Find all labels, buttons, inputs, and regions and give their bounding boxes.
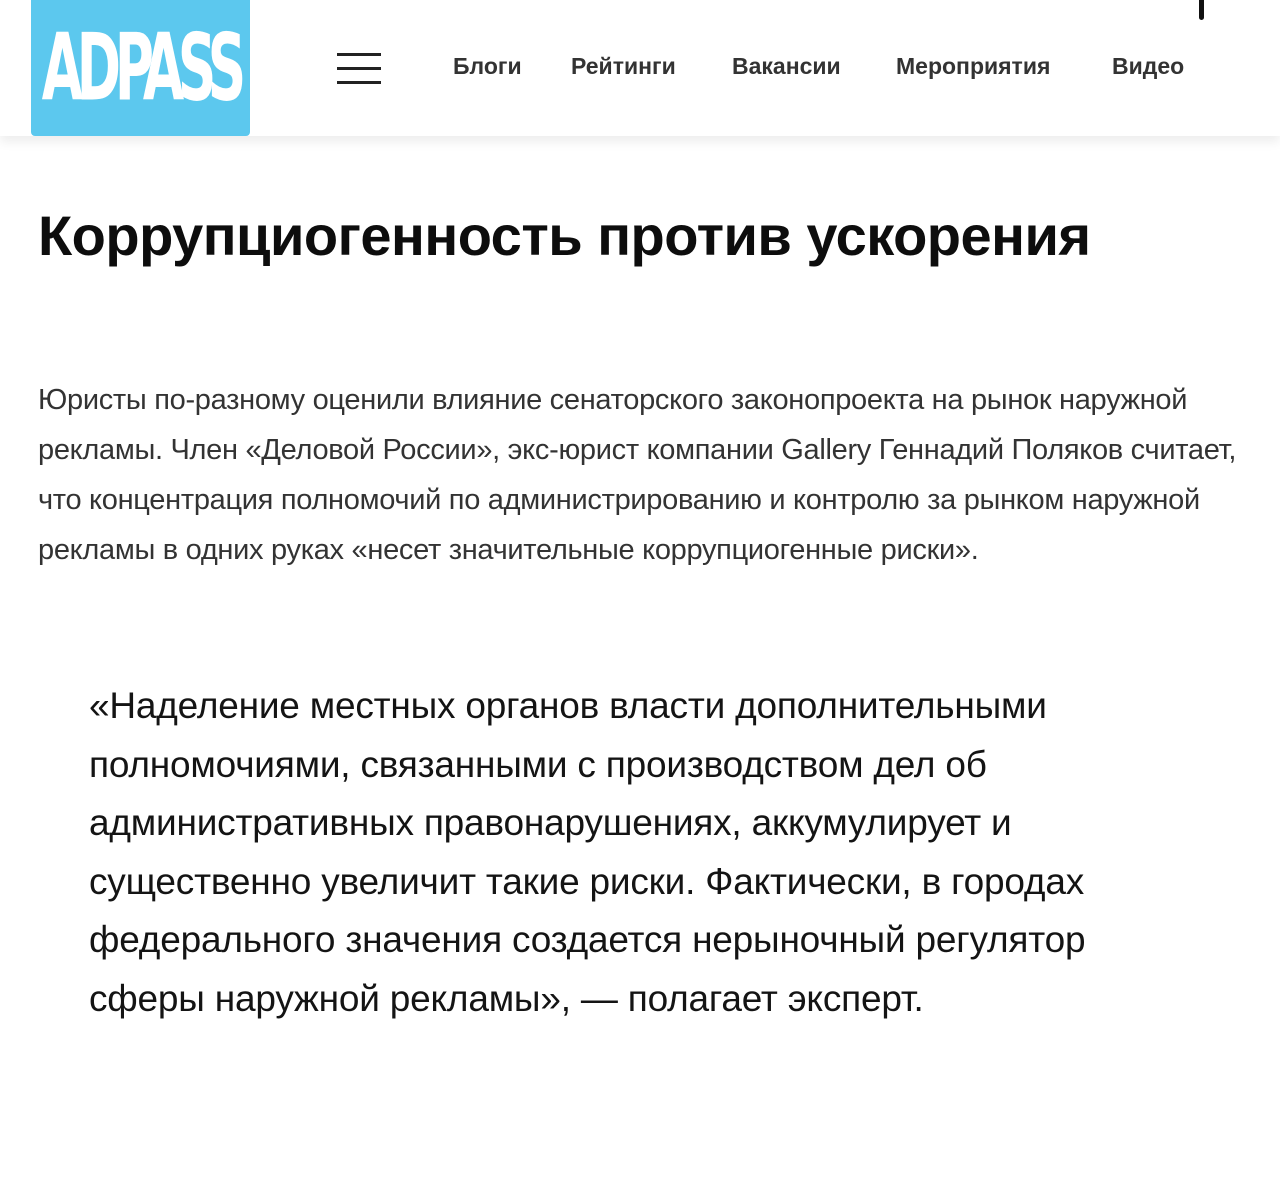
menu-bar bbox=[337, 53, 381, 56]
header-edge-mark bbox=[1199, 0, 1204, 20]
site-logo[interactable] bbox=[31, 0, 250, 136]
nav-item-vacancies[interactable]: Вакансии bbox=[732, 53, 841, 79]
nav-item-ratings[interactable]: Рейтинги bbox=[571, 53, 676, 79]
nav-item-events[interactable]: Мероприятия bbox=[896, 53, 1051, 79]
nav-item-video[interactable]: Видео bbox=[1112, 53, 1185, 79]
article-quote: «Наделение местных органов власти дополнительными полномочиями, связанными с производством дел об административных правонарушениях, аккумулирует и существенно увеличит такие риски. Фактически, в городах федерального значения создается нерыночный регулятор сферы наружной рекламы», — полагает эксперт. bbox=[89, 685, 1086, 1019]
hamburger-menu-icon[interactable] bbox=[337, 52, 383, 86]
article-title: Коррупциогенность против ускорения bbox=[38, 204, 1091, 267]
nav-item-blogs[interactable]: Блоги bbox=[453, 53, 522, 79]
menu-bar bbox=[337, 81, 381, 84]
logo-text: ADPASS bbox=[41, 13, 240, 122]
site-header bbox=[0, 0, 1280, 136]
article-lead: Юристы по-разному оценили влияние сенаторского законопроекта на рынок наружной рекламы. Член «Деловой России», экс-юрист компании Gallery Геннадий Поляков считает, что концентрация полномочий по администрированию и контролю за рынком наружной рекламы в одних руках «несет значительные коррупциогенные риски». bbox=[38, 384, 1237, 566]
menu-bar bbox=[337, 67, 381, 70]
